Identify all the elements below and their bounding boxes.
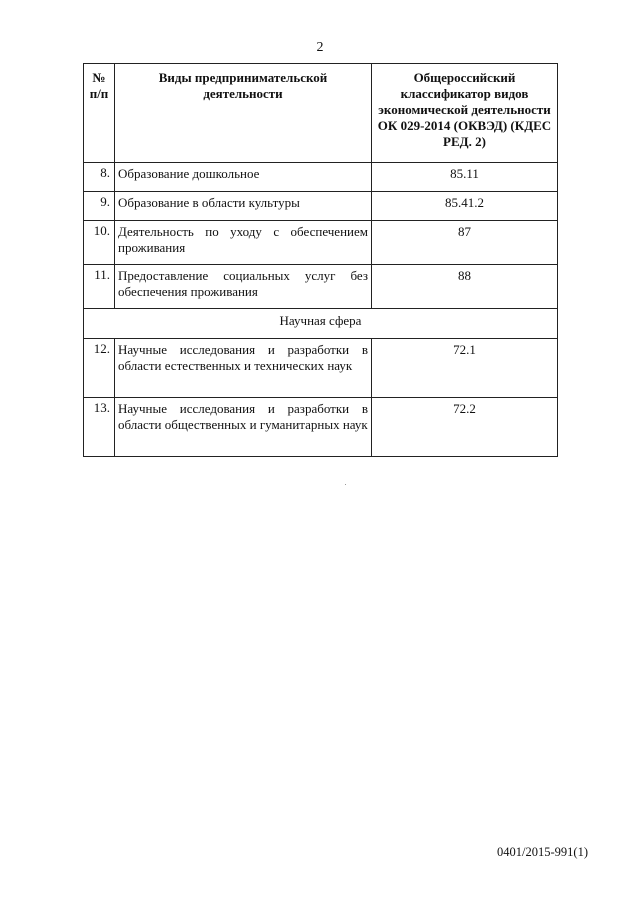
table-row xyxy=(84,221,558,265)
table-row xyxy=(84,339,558,398)
header-number: № п/п xyxy=(84,64,115,163)
row-code: 72.2 xyxy=(372,398,558,457)
section-row xyxy=(84,309,558,339)
row-activity: Образование в области культуры xyxy=(115,192,372,221)
document-footer-code: 0401/2015-991(1) xyxy=(497,845,588,859)
header-activity: Виды предпринимательской деятельности xyxy=(115,64,372,163)
row-activity: Предоставление социальных услуг без обеспечения проживания xyxy=(115,265,372,309)
row-activity: Научные исследования и разработки в области естественных и технических наук xyxy=(115,339,372,398)
table-row xyxy=(84,192,558,221)
scan-speck xyxy=(345,484,346,485)
row-number: 8. xyxy=(84,163,115,192)
row-activity: Образование дошкольное xyxy=(115,163,372,192)
row-number: 9. xyxy=(84,192,115,221)
row-number: 12. xyxy=(84,339,115,398)
row-number: 11. xyxy=(84,265,115,309)
row-code: 72.1 xyxy=(372,339,558,398)
row-activity: Деятельность по уходу с обеспечением проживания xyxy=(115,221,372,265)
section-title: Научная сфера xyxy=(84,309,558,339)
okved-table xyxy=(83,63,558,457)
header-code: Общероссийский классификатор видов экономической деятельности ОК 029-2014 (ОКВЭД) (КДЕС РЕД. 2) xyxy=(372,64,558,163)
table-row xyxy=(84,265,558,309)
table-row xyxy=(84,398,558,457)
row-code: 85.41.2 xyxy=(372,192,558,221)
row-code: 85.11 xyxy=(372,163,558,192)
row-number: 10. xyxy=(84,221,115,265)
table-header-row xyxy=(84,64,558,163)
row-code: 87 xyxy=(372,221,558,265)
table-row xyxy=(84,163,558,192)
row-activity: Научные исследования и разработки в области общественных и гуманитарных наук xyxy=(115,398,372,457)
row-number: 13. xyxy=(84,398,115,457)
row-code: 88 xyxy=(372,265,558,309)
page-number: 2 xyxy=(316,40,324,55)
